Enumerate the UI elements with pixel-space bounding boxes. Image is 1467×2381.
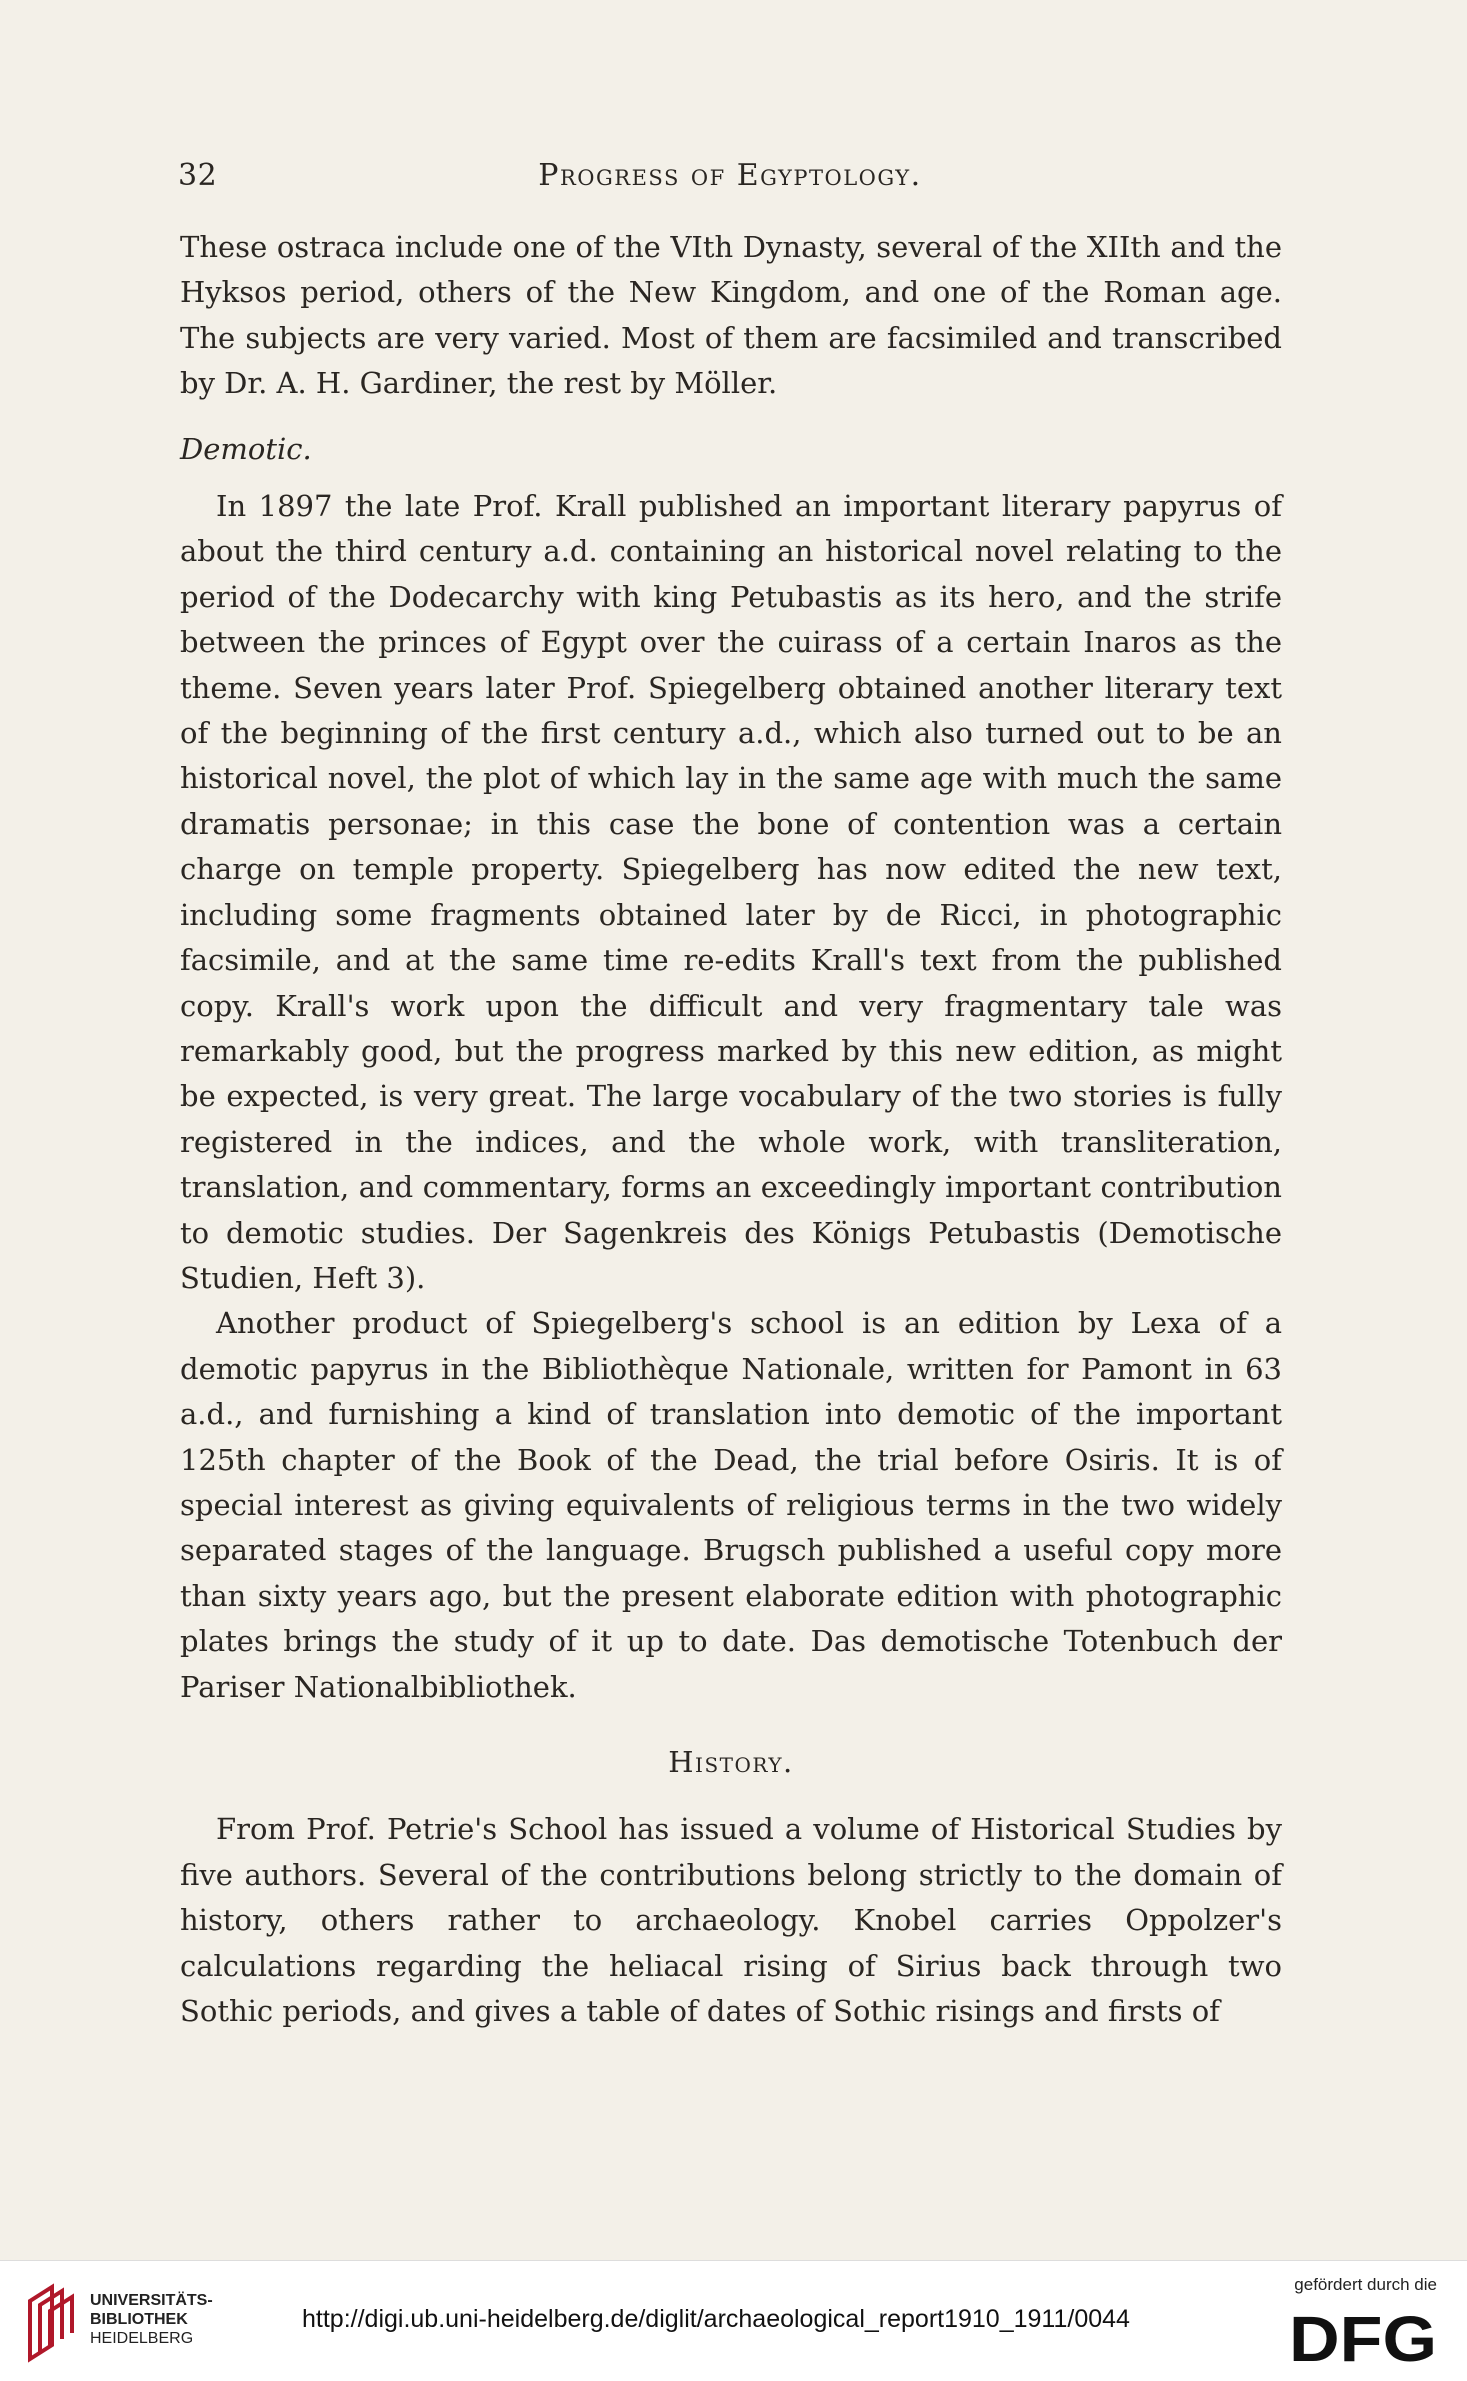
paragraph-lexa: Another product of Spiegelberg's school is an edition by Lexa of a demotic papyrus in the Bibliothèque Nationale, written for Pamont in 63 a.d., and furnishing a kind of translation into demotic of the important 125th chapter of the Book of the Dead, the trial before Osiris. It is of special interest as giving equivalents of religious terms in the two widely separated stages of the language. Brugsch published a useful copy more than sixty years ago, but the present elaborate edition with photographic plates brings the study of it up to date. Das demotische Totenbuch der Pariser Nationalbibliothek. [180, 1306, 1282, 1704]
page-number: 32 [178, 158, 218, 193]
library-name-line2: BIBLIOTHEK [90, 2311, 188, 2328]
library-name-line1: UNIVERSITÄTS- [90, 2292, 213, 2309]
paragraph-ostraca: These ostraca include one of the VIth Dynasty, several of the XIIth and the Hyksos period, others of the New Kingdom, and one of the Roman age. The subjects are very varied. Most of them are facsimiled and transcribed by Dr. A. H. Gardiner, the rest by Möller. [180, 230, 1282, 401]
library-logo-icon [22, 2281, 82, 2363]
section-heading-history: History. [668, 1745, 794, 1779]
subheading-demotic: Demotic. [180, 431, 312, 466]
digitization-footer [0, 2260, 1467, 2381]
dfg-logo-icon [1289, 2307, 1439, 2367]
svg-text:DFG: DFG [1289, 2307, 1437, 2367]
permalink-url[interactable]: http://digi.ub.uni-heidelberg.de/diglit/archaeological_report1910_1911/0044 [302, 2305, 1130, 2333]
library-name [90, 2291, 213, 2348]
sponsor-caption: gefördert durch die [1294, 2275, 1437, 2294]
running-title: Progress of Egyptology. [538, 158, 922, 193]
page-header [178, 158, 1282, 198]
library-name-line3: HEIDELBERG [90, 2330, 194, 2347]
paragraph-petrie: From Prof. Petrie's School has issued a volume of Historical Studies by five authors. Several of the contributions belong strictly to the domain of history, others rather to archaeology. Knobel carries Oppolzer's calculations regarding the heliacal rising of Sirius back through two Sothic periods, and gives a table of dates of Sothic risings and firsts of [180, 1812, 1282, 2029]
page-body [180, 225, 1282, 2034]
paragraph-krall: In 1897 the late Prof. Krall published an important literary papyrus of about the third century a.d. containing an historical novel relating to the period of the Dodecarchy with king Petubastis as its hero, and the strife between the princes of Egypt over the cuirass of a certain Inaros as the theme. Seven years later Prof. Spiegelberg obtained another literary text of the beginning of the first century a.d., which also turned out to be an historical novel, the plot of which lay in the same age with much the same dramatis personae; in this case the bone of contention was a certain charge on temple property. Spiegelberg has now edited the new text, including some fragments obtained later by de Ricci, in photographic facsimile, and at the same time re-edits Krall's text from the published copy. Krall's work upon the difficult and very fragmentary tale was remarkably good, but the progress marked by this new edition, as might be expected, is very great. The large vocabulary of the two stories is fully registered in the indices, and the whole work, with transliteration, translation, and commentary, forms an exceedingly important contribution to demotic studies. Der Sagenkreis des Königs Petubastis (Demotische Studien, Heft 3). [180, 489, 1282, 1295]
